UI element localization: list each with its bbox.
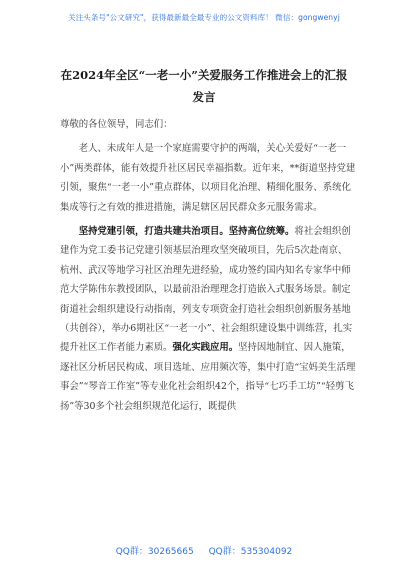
document-body xyxy=(60,115,356,416)
section-1-text-b: 坚持因地制宜、因人施策，逐社区分析居民构成、项目选址、应用频次等，集中打造“宝妈美生活理事会”“琴音工作室”等专业化社会组织42个，指导“七巧手工坊”“轻剪飞扬”等30多个社会组织规范化运行，既提供 xyxy=(60,342,356,412)
salutation: 尊敬的各位领导，同志们： xyxy=(60,119,173,130)
intro-paragraph: 老人、未成年人是一个家庭需要守护的两端，关心关爱好“一老一小”两类群体，能有效提升社区居民幸福指数。近年来，**街道坚持党建引领，聚焦“一老一小”重点群体，以项目化治理、精细化服务、系统化集成等行之有效的推进措施，满足辖区居民群众多元服务需求。 xyxy=(60,143,356,213)
section-1-text-a: 将社会组织创建作为党工委书记党建引领基层治理攻坚突破项目，先后5次赴南京、杭州、武汉等地学习社区治理先进经验，成功签约国内知名专家华中师范大学陈伟东教授团队，以最前沿治理理念打造嵌入式服务场景。制定街道社会组织建设行动指南，列支专项资金打造社会组织创新服务基地（共创谷），举办6期社区“一老一小”、社会组织建设集中训练营，扎实提升社区工作者能力素质。 xyxy=(60,226,353,354)
title-line-1: 在2024年全区“一老一小”关爱服务工作推进会上的汇报 xyxy=(60,68,348,82)
section-1-heading: 坚持党建引领，打造共建共治项目。坚持高位统筹。 xyxy=(78,226,295,238)
top-banner: 关注头条号"公文研究"，获得最新最全最专业的公文资料库！ 微信：gongwenyj xyxy=(68,13,340,22)
footer-qq-group-1: QQ群：30265665 xyxy=(115,547,194,557)
document-title xyxy=(40,64,368,108)
section-1-heading-2: 强化实践应用。 xyxy=(172,342,239,354)
footer xyxy=(0,544,408,557)
title-line-2: 发言 xyxy=(192,90,216,104)
footer-qq-group-2: QQ群：535304092 xyxy=(208,547,293,557)
section-1-paragraph xyxy=(60,222,356,416)
